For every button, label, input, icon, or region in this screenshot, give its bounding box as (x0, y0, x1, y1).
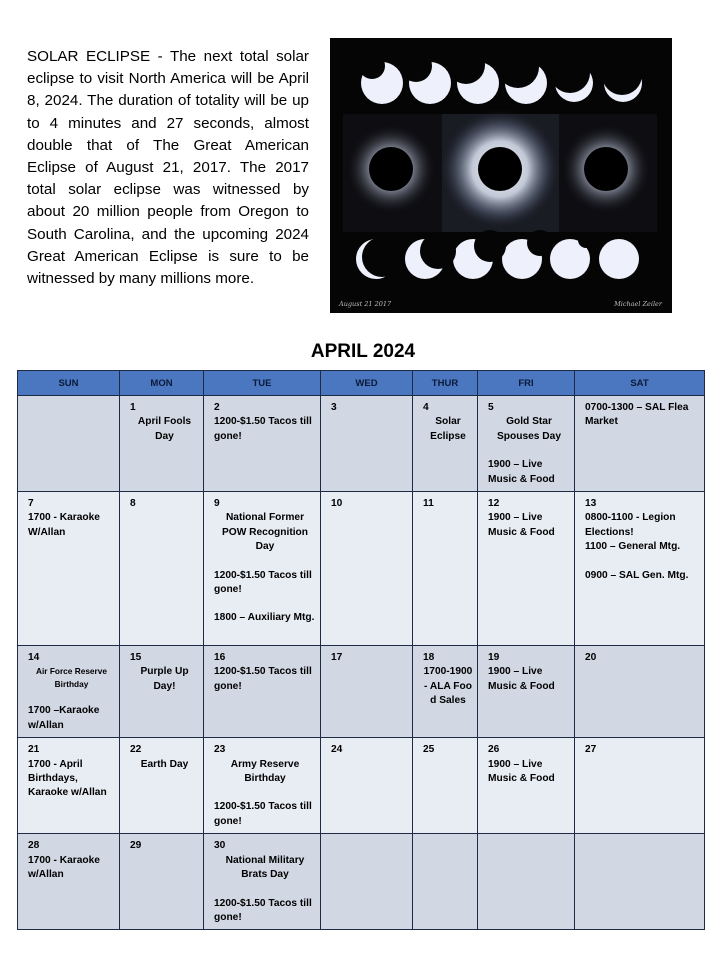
day-number: 1 (130, 402, 136, 413)
day-event: 1900 – Live Music & Food (488, 512, 555, 538)
day-number: 11 (423, 498, 434, 510)
day-number: 2 (214, 402, 220, 413)
day-number: 20 (585, 652, 597, 664)
day-number: 17 (331, 652, 343, 664)
day-event: 0700-1300 – SAL Flea Market (585, 402, 689, 428)
week-row (18, 738, 705, 834)
week-row (18, 834, 705, 930)
day-event: Army Reserve Birthday (230, 758, 300, 785)
day-cell (18, 492, 120, 646)
day-event: 0900 – SAL Gen. Mtg. (585, 569, 689, 581)
day-event: Purple Up Day! (140, 666, 189, 692)
day-event: National Military Brats Day (225, 854, 305, 881)
day-event: 1700 - Karaoke W/Allan (28, 512, 100, 538)
day-event: 1100 – General Mtg. (585, 541, 681, 553)
day-event: 1900 – Live Music & Food (488, 758, 555, 785)
day-event: 1200-$1.50 Tacos till gone! (214, 569, 312, 596)
day-event: 1700 - Karaoke w/Allan (28, 854, 100, 881)
day-cell (18, 834, 120, 930)
day-cell (120, 738, 204, 834)
day-number: 28 (28, 840, 40, 852)
day-number: 3 (331, 402, 337, 413)
day-number: 4 (423, 402, 429, 413)
day-event: 1200-$1.50 Tacos till gone! (214, 416, 312, 442)
day-number: 25 (423, 744, 435, 756)
weekday-header: FRI (478, 371, 575, 396)
day-cell (204, 738, 321, 834)
day-event: 1700-1900 - ALA Food Sales (423, 666, 473, 707)
day-number: 15 (130, 652, 142, 664)
day-number: 12 (488, 498, 500, 510)
day-cell (478, 492, 575, 646)
day-number: 26 (488, 744, 500, 756)
day-cell (120, 646, 204, 738)
day-cell (321, 646, 413, 738)
day-cell (575, 396, 705, 492)
day-number: 13 (585, 498, 597, 510)
day-cell (575, 738, 705, 834)
day-event: 1700 –Karaoke w/Allan (28, 705, 100, 731)
day-cell (413, 738, 478, 834)
day-event: 1700 - April Birthdays, Karaoke w/Allan (28, 758, 107, 799)
weekday-header-row (18, 371, 705, 396)
photographer-signature: Michael Zeiler (614, 300, 662, 308)
day-number: 22 (130, 744, 142, 756)
day-number: 10 (331, 498, 343, 510)
day-cell (204, 396, 321, 492)
day-cell-empty (478, 834, 575, 930)
day-event: National Former POW Recognition Day (221, 512, 309, 553)
day-number: 21 (28, 744, 40, 756)
weekday-header: MON (120, 371, 204, 396)
day-cell (575, 492, 705, 646)
day-number: 7 (28, 498, 34, 510)
day-cell (204, 834, 321, 930)
day-event: 1200-$1.50 Tacos till gone! (214, 666, 312, 692)
day-event: 0800-1100 - Legion Elections! (585, 512, 676, 538)
day-number: 5 (488, 402, 494, 413)
day-cell (575, 646, 705, 738)
day-cell (204, 492, 321, 646)
day-event: 1800 – Auxiliary Mtg. (214, 612, 315, 624)
eclipse-sequence-photo (330, 38, 672, 313)
day-event: Solar Eclipse (430, 416, 466, 442)
solar-eclipse-paragraph: SOLAR ECLIPSE - The next total solar eclipse to visit North America will be April 8, 2024. The duration of totality will be up to 4 minutes and 27 seconds, almost double that of The Great American Eclipse of August 21, 2017. The 2017 total solar eclipse was witnessed by about 20 million people from Oregon to South Carolina, and the upcoming 2024 Great American Eclipse is sure to be witnessed by many millions more. (27, 48, 309, 288)
day-cell (204, 646, 321, 738)
day-cell (18, 738, 120, 834)
day-cell (120, 396, 204, 492)
day-number: 14 (28, 652, 40, 664)
day-cell (321, 492, 413, 646)
day-cell (18, 646, 120, 738)
day-number: 8 (130, 498, 136, 510)
day-cell (321, 738, 413, 834)
day-number: 30 (214, 840, 226, 852)
day-event: Gold Star Spouses Day (497, 416, 561, 442)
day-cell (321, 396, 413, 492)
day-cell-empty (18, 396, 120, 492)
day-event: Air Force Reserve Birthday (35, 666, 108, 689)
weekday-header: THUR (413, 371, 478, 396)
day-cell (413, 396, 478, 492)
day-number: 9 (214, 498, 220, 510)
photo-caption: August 21 2017 (339, 300, 392, 308)
day-cell (120, 834, 204, 930)
day-cell (413, 492, 478, 646)
day-event: Earth Day (140, 758, 189, 770)
week-row (18, 492, 705, 646)
weekday-header: SUN (18, 371, 120, 396)
weekday-header: WED (321, 371, 413, 396)
weekday-header: TUE (204, 371, 321, 396)
day-event: 1200-$1.50 Tacos till gone! (214, 897, 312, 923)
day-number: 16 (214, 652, 226, 664)
day-number: 27 (585, 744, 597, 756)
day-cell-empty (321, 834, 413, 930)
day-event: April Fools Day (137, 416, 192, 442)
day-cell (478, 396, 575, 492)
day-cell-empty (575, 834, 705, 930)
day-cell (413, 646, 478, 738)
day-number: 29 (130, 840, 142, 852)
day-number: 23 (214, 744, 226, 756)
day-cell (120, 492, 204, 646)
day-number: 18 (423, 652, 435, 664)
day-event: 1900 – Live Music & Food (488, 666, 555, 692)
day-cell (478, 738, 575, 834)
day-event: 1200-$1.50 Tacos till gone! (214, 801, 312, 827)
weekday-header: SAT (575, 371, 705, 396)
day-number: 19 (488, 652, 500, 664)
week-row (18, 396, 705, 492)
week-row (18, 646, 705, 738)
calendar-grid (17, 370, 705, 930)
day-number: 24 (331, 744, 343, 756)
day-cell (478, 646, 575, 738)
day-cell-empty (413, 834, 478, 930)
calendar-title: APRIL 2024 (310, 341, 416, 362)
day-event: 1900 – Live Music & Food (488, 459, 555, 485)
